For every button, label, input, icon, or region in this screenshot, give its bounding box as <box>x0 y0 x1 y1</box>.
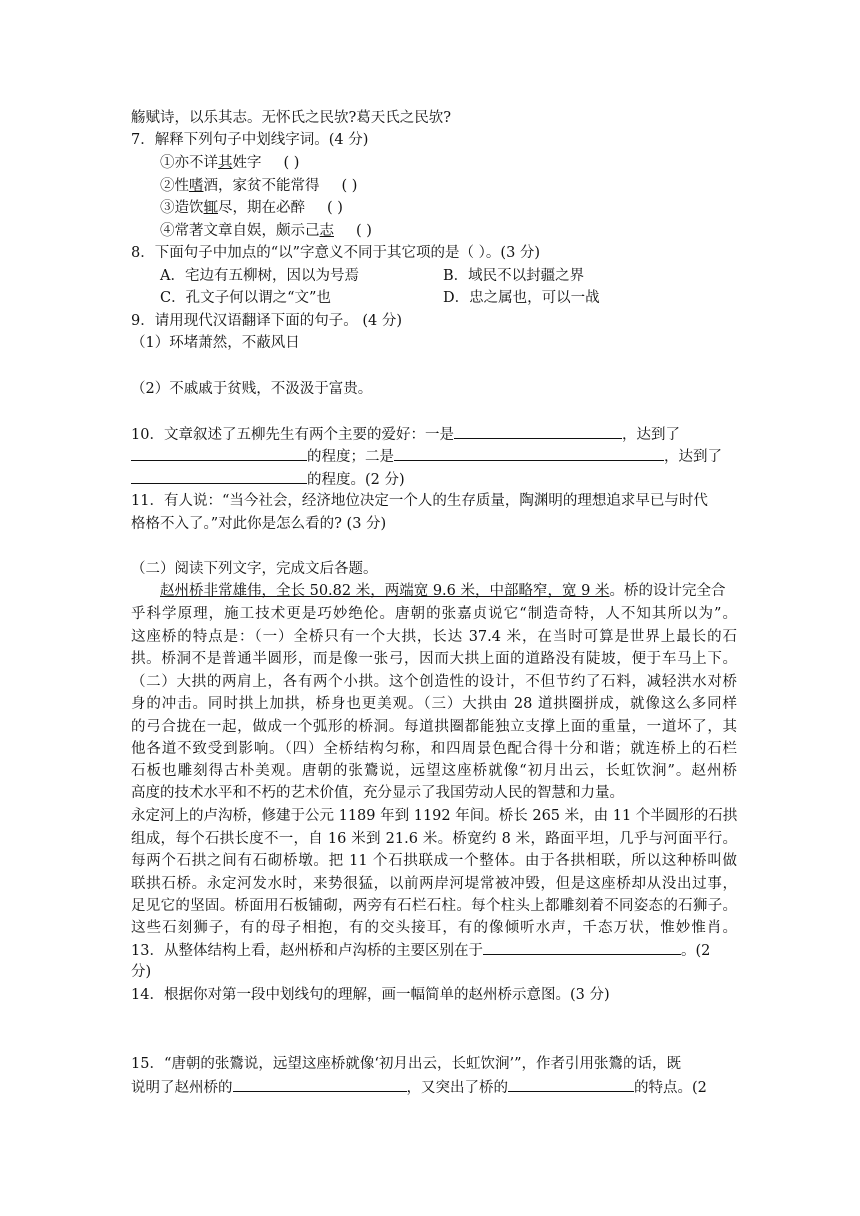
q15-line-1: 15．“唐朝的张鷟说，远望这座桥就像‘初月出云，长虹饮涧’”，作者引用张鷟的话，既 <box>131 1056 681 1072</box>
passage-line: 拱。桥洞不是普通半圆形，而是像一张弓，因而大拱上面的道路没有陡坡，便于车马上下。 <box>131 651 737 667</box>
q7-answer-paren: ( ) <box>283 155 300 171</box>
q7-item-1: ①亦不详其姓字 ( ) <box>160 155 300 171</box>
passage2-line: 这些石刻狮子，有的母子相抱，有的交头接耳，有的像倾听水声，千态万状，惟妙惟肖。 <box>131 920 737 936</box>
passage2-line: 每两个石拱之间有石砌桥墩。把 11 个石拱联成一个整体。由于各拱相联，所以这种桥叫做 <box>131 853 737 869</box>
answer-blank <box>233 1077 407 1092</box>
q7-item-4: ④常著文章自娱，颇示己志 ( ) <box>160 223 372 239</box>
underlined-sentence: 赵州桥非常雄伟，全长 50.82 米，两端宽 9.6 米，中部略窄，宽 9 米 <box>160 583 610 599</box>
passage-first-line: 赵州桥非常雄伟，全长 50.82 米，两端宽 9.6 米，中部略窄，宽 9 米。桥的设计完全合 <box>160 583 726 599</box>
q11-line-1: 11．有人说：“当今社会，经济地位决定一个人的生存质量，陶渊明的理想追求早已与时代 <box>131 493 708 509</box>
q9-stem: 9．请用现代汉语翻译下面的句子。 (4 分) <box>131 313 402 329</box>
answer-blank <box>131 469 307 484</box>
q8-option-d: D．忠之属也，可以一战 <box>443 290 600 306</box>
q8-option-b: B．域民不以封疆之界 <box>443 268 585 284</box>
q7-answer-paren: ( ) <box>327 200 343 216</box>
passage-line: 他各道不致受到影响。（四）全桥结构匀称，和四周景色配合得十分和谐；就连桥上的石栏 <box>131 741 737 757</box>
q7-answer-paren: ( ) <box>341 178 358 194</box>
passage-line: （二）大拱的两肩上，各有两个小拱。这个创造性的设计，不但节约了石料，减轻洪水对桥 <box>131 674 737 690</box>
answer-blank <box>454 424 622 439</box>
q10-line-2: 的程度；二是 ，达到了 <box>131 446 722 467</box>
section2-heading: （二）阅读下列文字，完成文后各题。 <box>131 561 378 577</box>
q14-stem: 14．根据你对第一段中划线句的理解，画一幅简单的赵州桥示意图。(3 分) <box>131 987 610 1003</box>
answer-blank <box>508 1077 634 1092</box>
passage2-line: 组成，每个石拱长度不一，自 16 米到 21.6 米。桥宽约 8 米，路面平坦，几乎与河面平行。 <box>131 831 737 847</box>
answer-blank <box>483 940 681 955</box>
passage2-line: 足见它的坚固。桥面用石板铺砌，两旁有石栏石柱。每个柱头上都雕刻着不同姿态的石狮子。 <box>131 898 737 914</box>
q13-line-2: 分) <box>131 964 152 980</box>
answer-blank <box>131 446 307 461</box>
q10-line-1: 10．文章叙述了五柳先生有两个主要的爱好：一是 ，达到了 <box>131 424 680 445</box>
passage-line: 身的冲击。同时拱上加拱，桥身也更美观。（三）大拱由 28 道拱圈拼成，就像这么多同样 <box>131 696 737 712</box>
q9-sentence-2: （2）不戚戚于贫贱，不汲汲于富贵。 <box>131 381 373 397</box>
q8-option-c: C．孔文子何以谓之“文”也 <box>160 290 331 306</box>
passage2-line: 永定河上的卢沟桥，修建于公元 1189 年到 1192 年间。桥长 265 米，由 11 个半圆形的石拱 <box>131 808 738 824</box>
passage2-line: 联拱石桥。永定河发水时，来势很猛，以前两岸河堤常被冲毁，但是这座桥却从没出过事， <box>131 876 737 892</box>
q7-item-3: ③造饮辄尽，期在必醉 ( ) <box>160 200 343 216</box>
q13-line-1: 13．从整体结构上看，赵州桥和卢沟桥的主要区别在于 。(2 <box>131 940 710 961</box>
q11-line-2: 格格不入了。”对此你是怎么看的? (3 分) <box>131 516 387 532</box>
q10-line-3: 的程度。(2 分) <box>131 469 405 490</box>
q8-stem: 8．下面句子中加点的“以”字意义不同于其它项的是（ ）。(3 分) <box>131 245 541 261</box>
passage-line: 乎科学原理，施工技术更是巧妙绝伦。唐朝的张嘉贞说它“制造奇特，人不知其所以为”。 <box>131 606 737 622</box>
passage-line: 石板也雕刻得古朴美观。唐朝的张鷟说，远望这座桥就像“初月出云，长虹饮涧”。赵州桥 <box>131 763 737 779</box>
answer-blank <box>394 446 664 461</box>
q15-line-2: 说明了赵州桥的 ，又突出了桥的 的特点。(2 <box>131 1077 707 1098</box>
passage-line: 这座桥的特点是：（一）全桥只有一个大拱，长达 37.4 米，在当时可算是世界上最长的石 <box>131 629 737 645</box>
q7-stem: 7．解释下列句子中划线字词。(4 分) <box>131 132 369 148</box>
passage-line: 高度的技术水平和不朽的艺术价值，充分显示了我国劳动人民的智慧和力量。 <box>131 785 624 801</box>
q9-sentence-1: （1）环堵萧然，不蔽风日 <box>131 335 300 351</box>
q8-option-a: A．宅边有五柳树，因以为号焉 <box>160 268 359 284</box>
q7-item-2: ②性嗜酒，家贫不能常得 ( ) <box>160 178 358 194</box>
passage-line: 的弓合拢在一起，做成一个弧形的桥洞。每道拱圈都能独立支撑上面的重量，一道坏了，其 <box>131 719 737 735</box>
passage-tail-line: 觞赋诗，以乐其志。无怀氏之民欤?葛天氏之民欤? <box>131 110 452 126</box>
q7-answer-paren: ( ) <box>356 223 372 239</box>
